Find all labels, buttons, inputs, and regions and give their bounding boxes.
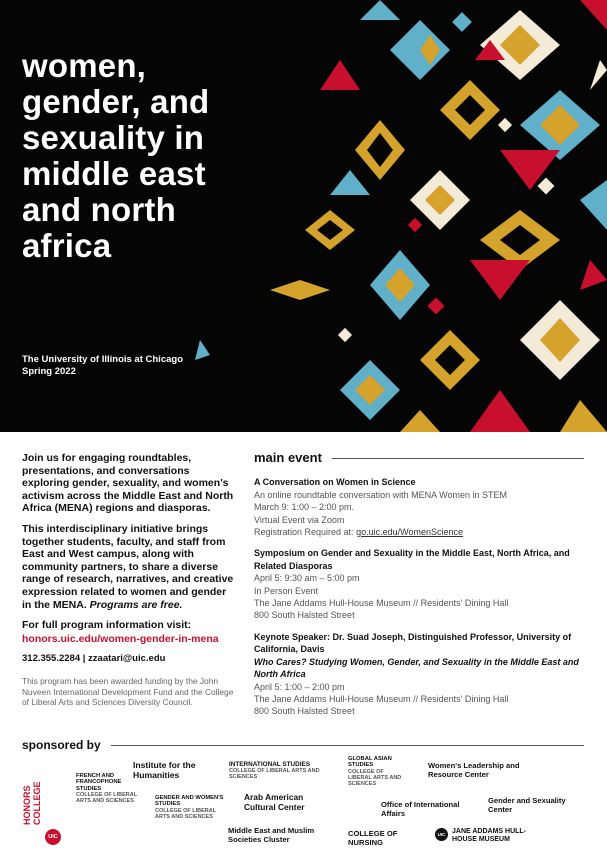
talk-title: Who Cares? Studying Women, Gender, and Sexuality in the Middle East and North Africa	[254, 656, 579, 680]
info-label: For full program information visit:	[22, 619, 192, 632]
contact-info: 312.355.2284 | zzaatari@uic.edu	[22, 653, 166, 665]
sponsor-hull-house: UIC JANE ADDAMS HULL-HOUSE MUSEUM	[435, 828, 565, 844]
event-address: 800 South Halsted Street	[254, 706, 355, 717]
title-line: sexuality in	[22, 119, 205, 156]
event-mode: Virtual Event via Zoom	[254, 514, 345, 525]
sponsor-womens-leadership: Women's Leadership and Resource Center	[428, 761, 520, 779]
title-line: and north	[22, 191, 176, 228]
college-word: COLLEGE	[32, 781, 42, 825]
event-address: 800 South Halsted Street	[254, 610, 355, 621]
sponsor-arab-american: Arab American Cultural Center	[244, 792, 305, 812]
event-item	[254, 547, 584, 621]
title-line: women,	[22, 47, 147, 84]
term: Spring 2022	[22, 366, 76, 377]
title-line: gender, and	[22, 83, 210, 120]
event-mode: In Person Event	[254, 585, 319, 596]
sponsor-gsc: Gender and Sexuality Center	[488, 796, 566, 814]
title-line: africa	[22, 227, 112, 264]
event-title: Keynote Speaker: Dr. Suad Joseph, Distinguished Professor, University of California, Davis	[254, 631, 572, 655]
sponsor-gws: GENDER AND WOMEN'S STUDIES COLLEGE OF LIBERAL ARTS AND SCIENCES	[155, 795, 224, 820]
sponsor-humanities: Institute for the Humanities	[133, 760, 196, 780]
event-title: Symposium on Gender and Sexuality in the Middle East, North Africa, and Related Diasporas	[254, 548, 570, 571]
sponsor-global-asian: GLOBAL ASIAN STUDIES COLLEGE OF LIBERAL ARTS AND SCIENCES	[348, 756, 402, 787]
main-event-heading: main event	[254, 452, 584, 464]
title-line: middle east	[22, 155, 206, 192]
event-date: April 5: 1:00 – 2:00 pm	[254, 681, 345, 692]
honors-college-logo	[22, 763, 66, 847]
registration-link[interactable]: go.uic.edu/WomenScience	[356, 527, 463, 538]
program-info-link[interactable]: honors.uic.edu/women-gender-in-mena	[22, 632, 219, 645]
sponsor-nursing: COLLEGE OF NURSING	[348, 829, 398, 847]
sponsors-heading: sponsored by	[22, 738, 584, 752]
uic-badge: UIC	[435, 828, 448, 841]
event-title: A Conversation on Women in Science	[254, 477, 416, 488]
divider	[111, 745, 584, 746]
event-registration: Registration Required at: go.uic.edu/WomenScience	[254, 527, 463, 538]
event-venue: The Jane Addams Hull-House Museum // Residents' Dining Hall	[254, 693, 509, 704]
event-date: April 5: 9:30 am – 5:00 pm	[254, 573, 360, 584]
event-date: March 9: 1:00 – 2:00 pm.	[254, 502, 355, 513]
sponsor-french: FRENCH AND FRANCOPHONE STUDIES COLLEGE OF LIBERAL ARTS AND SCIENCES	[76, 773, 138, 805]
uic-badge: UIC	[45, 829, 61, 845]
main-event-column	[254, 452, 584, 727]
funding-note: This program has been awarded funding by the John Nuveen International Development Fund and the College of Liberal Arts and Sciences Diversity Council.	[22, 675, 234, 708]
event-venue: The Jane Addams Hull-House Museum // Residents' Dining Hall	[254, 598, 509, 609]
honors-word: HONORS	[22, 785, 32, 825]
university-name: The University of Illinois at Chicago	[22, 354, 183, 365]
university-block	[22, 354, 183, 378]
event-item	[254, 631, 584, 718]
event-desc: An online roundtable conversation with MENA Women in STEM	[254, 489, 507, 500]
event-item	[254, 476, 584, 538]
sponsor-oia: Office of International Affairs	[381, 800, 460, 818]
initiative-paragraph: This interdisciplinary initiative brings together students, faculty, and staff from East and West campus, along with community partners, to share a diverse range of research, narratives, and creative expression related to women and gender in the MENA. Programs are free.	[22, 522, 234, 611]
programs-free: Programs are free.	[89, 598, 183, 611]
intro-paragraph: Join us for engaging roundtables, presentations, and conversations exploring gender, sexuality, and women's activism across the Middle East and North Africa (MENA) regions and diasporas.	[22, 452, 234, 515]
event-title	[22, 48, 322, 264]
sponsor-mena-cluster: Middle East and Muslim Societies Cluster	[228, 826, 315, 844]
sponsor-intl-studies: INTERNATIONAL STUDIES COLLEGE OF LIBERAL ARTS AND SCIENCES	[229, 761, 320, 780]
intro-column	[22, 452, 237, 708]
divider	[332, 458, 584, 459]
